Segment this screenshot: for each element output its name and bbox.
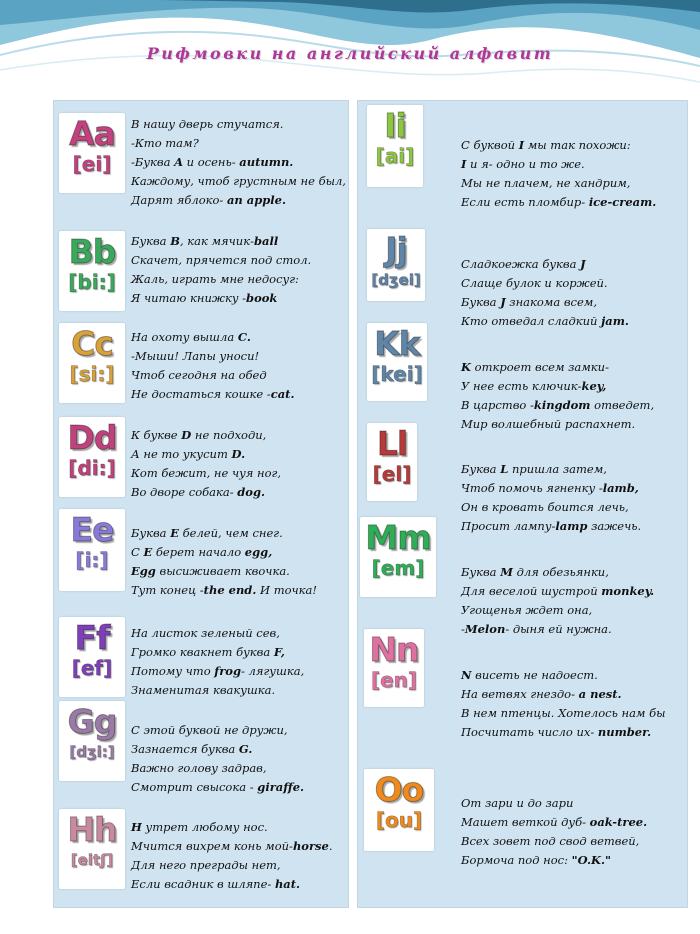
verse-dd xyxy=(131,426,281,502)
letter-transcription: [em] xyxy=(371,556,425,580)
letter-tile-kk xyxy=(367,323,427,401)
verse-text: Я читаю книжку - xyxy=(131,291,247,305)
verse-line xyxy=(131,464,281,483)
english-word: J xyxy=(500,295,506,309)
verse-text: С буквой xyxy=(461,138,519,152)
verse-text: Кто отведал сладкий xyxy=(461,314,602,328)
verse-line xyxy=(131,328,294,347)
english-word: ice-cream. xyxy=(588,195,657,209)
verse-line xyxy=(131,662,304,681)
verse-text: . xyxy=(328,839,333,853)
english-word: autumn. xyxy=(239,155,294,169)
verse-text: Машет веткой дуб- xyxy=(461,815,590,829)
letter-tile-ll xyxy=(367,423,417,501)
verse-line xyxy=(461,582,654,601)
verse-text: Тут конец - xyxy=(131,583,204,597)
english-word: oak-tree. xyxy=(589,815,648,829)
verse-line xyxy=(461,832,647,851)
verse-line xyxy=(461,498,641,517)
verse-line xyxy=(461,620,654,639)
verse-text: белей, чем снег. xyxy=(178,526,283,540)
letter-tile-jj xyxy=(367,229,425,301)
letter-tile-ii xyxy=(367,105,423,187)
english-word: D xyxy=(181,428,192,442)
english-word: K xyxy=(461,360,471,374)
verse-line xyxy=(131,837,332,856)
english-word: egg, xyxy=(244,545,273,559)
verse-text: А не то укусит xyxy=(131,447,232,461)
verse-line xyxy=(461,601,654,620)
verse-text: На листок зеленый сев, xyxy=(131,626,280,640)
verse-line xyxy=(461,851,647,870)
letter-tile-ee xyxy=(59,509,125,591)
letter-transcription: [dʒei] xyxy=(371,271,421,289)
verse-text: От зари и до зари xyxy=(461,796,574,810)
letter-transcription: [ou] xyxy=(375,808,423,832)
verse-text: Во дворе собака- xyxy=(131,485,238,499)
english-word: E xyxy=(143,545,153,559)
verse-text: Для него преграды нет, xyxy=(131,858,281,872)
verse-line xyxy=(131,562,317,581)
verse-oo xyxy=(461,794,647,870)
verse-line xyxy=(131,366,294,385)
letter-tile-cc xyxy=(59,323,125,403)
english-word: I xyxy=(518,138,525,152)
verse-ll xyxy=(461,460,641,536)
english-word: key, xyxy=(581,379,607,393)
english-word: kingdom xyxy=(533,398,591,412)
verse-line xyxy=(131,875,332,894)
verse-text: Бормоча под нос: xyxy=(461,853,572,867)
verse-line xyxy=(131,153,346,172)
verse-text: - xyxy=(461,622,465,636)
letter-tile-mm xyxy=(360,517,436,597)
verse-mm xyxy=(461,563,654,639)
verse-text: На ветвях гнездо- xyxy=(461,687,579,701)
verse-line xyxy=(461,517,641,536)
verse-line xyxy=(461,136,656,155)
verse-line xyxy=(131,543,317,562)
verse-text: На охоту вышла xyxy=(131,330,238,344)
verse-line xyxy=(461,377,654,396)
verse-line xyxy=(131,759,304,778)
page-title: Рифмовки на английский алфавит xyxy=(146,44,554,63)
verse-text: Если всадник в шляпе- xyxy=(131,877,275,891)
verse-line xyxy=(131,483,281,502)
verse-line xyxy=(461,396,654,415)
verse-text: Чтоб сегодня на обед xyxy=(131,368,267,382)
verse-jj xyxy=(461,255,629,331)
verse-text: -Мыши! Лапы уноси! xyxy=(131,349,260,363)
verse-text: Дарят яблоко- xyxy=(131,193,227,207)
verse-text: и осень- xyxy=(183,155,240,169)
english-word: giraffe. xyxy=(257,780,305,794)
verse-text: - лягушка, xyxy=(241,664,305,678)
verse-text: Буква xyxy=(461,565,501,579)
verse-line xyxy=(461,723,666,742)
english-word: lamp xyxy=(555,519,588,533)
verse-line xyxy=(461,255,629,274)
letter-transcription: [ef] xyxy=(71,656,113,680)
english-word: the end. xyxy=(203,583,257,597)
verse-text: Потому что xyxy=(131,664,215,678)
verse-line xyxy=(131,445,281,464)
verse-text: -Буква xyxy=(131,155,175,169)
verse-text: И точка! xyxy=(256,583,318,597)
verse-line xyxy=(131,524,317,543)
english-word: C. xyxy=(237,330,251,344)
verse-text: Сладкоежка буква xyxy=(461,257,581,271)
letter-transcription: [en] xyxy=(370,668,418,692)
verse-text: Буква xyxy=(461,295,501,309)
verse-text: откроет всем замки- xyxy=(471,360,609,374)
letter-transcription: [ei] xyxy=(72,152,112,176)
verse-line xyxy=(461,666,666,685)
verse-line xyxy=(461,193,656,212)
english-word: A xyxy=(174,155,184,169)
verse-line xyxy=(131,818,332,837)
verse-line xyxy=(131,385,294,404)
english-word: dog. xyxy=(237,485,266,499)
english-word: jam. xyxy=(601,314,629,328)
verse-text: Он в кровать боится лечь, xyxy=(461,500,629,514)
english-word: B xyxy=(170,234,180,248)
verse-text: Мы не плачем, не хандрим, xyxy=(461,176,631,190)
verse-text: пришла затем, xyxy=(508,462,607,476)
verse-line xyxy=(131,270,311,289)
verse-text: -Кто там? xyxy=(131,136,199,150)
english-word: D. xyxy=(231,447,246,461)
verse-line xyxy=(461,813,647,832)
verse-text: зажечь. xyxy=(587,519,642,533)
verse-text: , как мячик- xyxy=(179,234,254,248)
verse-line xyxy=(461,794,647,813)
verse-text: Если есть пломбир- xyxy=(461,195,589,209)
english-word: I xyxy=(461,157,467,171)
verse-kk xyxy=(461,358,654,434)
english-word: horse xyxy=(292,839,329,853)
verse-line xyxy=(461,415,654,434)
verse-text: Чтоб помочь ягненку - xyxy=(461,481,603,495)
verse-line xyxy=(131,191,346,210)
letter-glyph: Ee xyxy=(70,510,114,549)
verse-text: В нашу дверь стучатся. xyxy=(131,117,284,131)
english-word: lamb, xyxy=(602,481,639,495)
english-word: a nest. xyxy=(578,687,622,701)
verse-text: Посчитать число их- xyxy=(461,725,598,739)
verse-text: Знаменитая квакушка. xyxy=(131,683,276,697)
verse-line xyxy=(461,704,666,723)
letter-transcription: [dʒi:] xyxy=(69,743,115,761)
verse-line xyxy=(131,643,304,662)
english-word: number. xyxy=(597,725,652,739)
verse-text: Мчится вихрем конь мой- xyxy=(131,839,293,853)
verse-line xyxy=(131,624,304,643)
letter-glyph: Kk xyxy=(374,324,420,363)
verse-text: Кот бежит, не чуя ног, xyxy=(131,466,281,480)
verse-text: Буква xyxy=(131,526,171,540)
letter-transcription: [kei] xyxy=(371,362,423,386)
verse-ee xyxy=(131,524,317,600)
letter-glyph: Dd xyxy=(67,418,117,457)
verse-text: Жаль, играть мне недосуг: xyxy=(131,272,299,286)
verse-text: К букве xyxy=(131,428,182,442)
letter-glyph: Cc xyxy=(71,324,113,363)
letter-tile-dd xyxy=(59,417,125,497)
letter-tile-gg xyxy=(59,701,125,781)
letter-transcription: [i:] xyxy=(75,548,109,572)
english-word: cat. xyxy=(270,387,295,401)
letter-tile-hh xyxy=(59,809,125,889)
english-word: "O.K." xyxy=(571,853,611,867)
verse-line xyxy=(131,740,304,759)
letter-transcription: [di:] xyxy=(68,456,116,480)
verse-text: Буква xyxy=(461,462,501,476)
verse-text: и я- одно и то же. xyxy=(466,157,585,171)
letter-transcription: [bi:] xyxy=(68,270,116,294)
verse-text: мы так похожи: xyxy=(524,138,631,152)
verse-hh xyxy=(131,818,332,894)
verse-text: Зазнается буква xyxy=(131,742,239,756)
verse-text: В царство - xyxy=(461,398,534,412)
verse-text: Мир волшебный распахнет. xyxy=(461,417,636,431)
verse-text: утрет любому нос. xyxy=(141,820,268,834)
letter-tile-bb xyxy=(59,231,125,311)
verse-text: С этой буквой не дружи, xyxy=(131,723,288,737)
verse-text: висеть не надоест. xyxy=(471,668,598,682)
letter-glyph: Ff xyxy=(74,618,110,657)
verse-line xyxy=(461,174,656,193)
verse-text: Всех зовет под свод ветвей, xyxy=(461,834,640,848)
verse-text: Слаще булок и коржей. xyxy=(461,276,608,290)
english-word: hat. xyxy=(274,877,301,891)
verse-gg xyxy=(131,721,304,797)
english-word: Melon xyxy=(464,622,506,636)
verse-line xyxy=(461,685,666,704)
verse-text: Просит лампу- xyxy=(461,519,556,533)
verse-line xyxy=(461,358,654,377)
verse-text: - дыня ей нужна. xyxy=(505,622,612,636)
verse-text: Угощенья ждет она, xyxy=(461,603,593,617)
verse-line xyxy=(131,721,304,740)
letter-transcription: [si:] xyxy=(69,362,115,386)
verse-bb xyxy=(131,232,311,308)
verse-nn xyxy=(461,666,666,742)
letter-tile-aa xyxy=(59,113,125,193)
english-word: H xyxy=(131,820,142,834)
english-word: M xyxy=(500,565,513,579)
verse-line xyxy=(461,460,641,479)
verse-line xyxy=(461,563,654,582)
verse-text: не подходи, xyxy=(191,428,267,442)
verse-line xyxy=(131,232,311,251)
verse-text: Скачет, прячется под стол. xyxy=(131,253,312,267)
verse-line xyxy=(131,251,311,270)
verse-line xyxy=(131,134,346,153)
letter-glyph: Bb xyxy=(68,232,116,271)
english-word: monkey. xyxy=(601,584,655,598)
verse-text: для обезьянки, xyxy=(512,565,609,579)
verse-line xyxy=(131,289,311,308)
english-word: frog xyxy=(214,664,241,678)
letter-transcription: [el] xyxy=(372,462,412,486)
verse-line xyxy=(461,155,656,174)
letter-glyph: Mm xyxy=(365,518,431,557)
verse-line xyxy=(461,274,629,293)
english-word: J xyxy=(580,257,586,271)
letter-transcription: [ai] xyxy=(375,144,415,168)
verse-text: Смотрит свысока - xyxy=(131,780,258,794)
letter-glyph: Nn xyxy=(369,630,419,669)
verse-line xyxy=(131,778,304,797)
verse-text: У нее есть ключик- xyxy=(461,379,582,393)
verse-text: Каждому, чтоб грустным не был, xyxy=(131,174,346,188)
letter-tile-nn xyxy=(364,629,424,707)
verse-text: Для веселой шустрой xyxy=(461,584,602,598)
verse-aa xyxy=(131,115,346,210)
letter-tile-oo xyxy=(364,769,434,851)
letter-glyph: Gg xyxy=(67,702,117,741)
verse-line xyxy=(131,115,346,134)
verse-line xyxy=(131,347,294,366)
english-word: F, xyxy=(273,645,285,659)
english-word: L xyxy=(500,462,509,476)
verse-line xyxy=(461,479,641,498)
english-word: G. xyxy=(238,742,253,756)
english-word: an apple. xyxy=(226,193,286,207)
letter-glyph: Jj xyxy=(385,230,407,269)
english-word: ball xyxy=(253,234,279,248)
verse-text: отведет, xyxy=(590,398,655,412)
verse-ii xyxy=(461,136,656,212)
letter-glyph: Ll xyxy=(376,424,408,463)
english-word: book xyxy=(246,291,278,305)
verse-line xyxy=(131,856,332,875)
verse-text: знакома всем, xyxy=(505,295,597,309)
letter-glyph: Oo xyxy=(374,770,424,809)
letter-transcription: [eitʃ] xyxy=(70,851,114,869)
verse-text: Громко квакнет буква xyxy=(131,645,274,659)
verse-line xyxy=(131,426,281,445)
english-word: N xyxy=(461,668,472,682)
letter-glyph: Ii xyxy=(384,106,406,145)
verse-line xyxy=(131,681,304,700)
letter-glyph: Hh xyxy=(67,810,117,849)
verse-line xyxy=(461,293,629,312)
verse-text: высиживает квочка. xyxy=(155,564,290,578)
letter-tile-ff xyxy=(59,617,125,697)
verse-line xyxy=(131,172,346,191)
verse-text: Важно голову задрав, xyxy=(131,761,267,775)
verse-text: В нем птенцы. Хотелось нам бы xyxy=(461,706,666,720)
english-word: E xyxy=(170,526,179,540)
verse-text: Буква xyxy=(131,234,171,248)
verse-line xyxy=(461,312,629,331)
letter-glyph: Aa xyxy=(69,114,115,153)
verse-text: Не достаться кошке - xyxy=(131,387,271,401)
english-word: Egg xyxy=(131,564,156,578)
verse-cc xyxy=(131,328,294,404)
verse-ff xyxy=(131,624,304,700)
verse-line xyxy=(131,581,317,600)
verse-text: берет начало xyxy=(152,545,245,559)
verse-text: С xyxy=(131,545,144,559)
